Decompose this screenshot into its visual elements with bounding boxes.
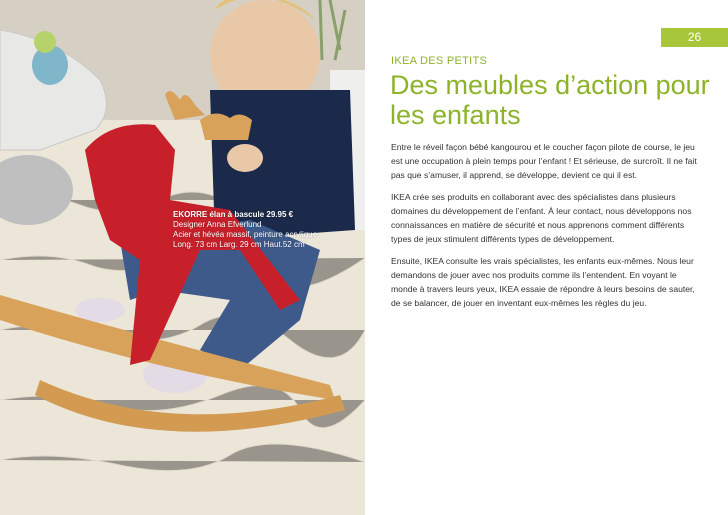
paragraph: Ensuite, IKEA consulte les vrais spécialistes, les enfants eux-mêmes. Nous leur demandons de jouer avec nos produits comme ils l’entendent. En voyant le monde à travers leurs yeux, IKEA essaie de répondre à leurs besoins de sauter, de se balancer, de jouer en inventant eux-mêmes les règles du jeu.	[391, 256, 695, 308]
product-caption	[173, 210, 363, 250]
caption-title: EKORRE élan à bascule 29.95 €	[173, 210, 294, 219]
article-body	[391, 140, 701, 318]
section-kicker: IKEA DES PETITS	[391, 55, 488, 67]
caption-designer: Designer Anna Efverlund	[173, 220, 262, 229]
page-number: 26	[661, 28, 728, 47]
caption-material: Acier et hévéa massif, peinture acrylique.	[173, 230, 320, 239]
page-title: Des meubles d’action pour les enfants	[390, 70, 710, 130]
caption-dimensions: Long. 73 cm Larg. 29 cm Haut.52 cm	[173, 240, 305, 249]
paragraph: IKEA crée ses produits en collaborant avec des spécialistes dans plusieurs domaines du développement de l’enfant. À leur contact, nous développons nos connaissances en matière de sécurité et nous apprenons comment différents types de jeux stimulent différents types de développement.	[391, 192, 692, 244]
paragraph: Entre le réveil façon bébé kangourou et le coucher façon pilote de course, le jeu est une occupation à plein temps pour l’enfant ! Et sérieuse, de surcroît. Il ne fait pas que s’amuser, il apprend, se développe, devient ce qui il est.	[391, 142, 697, 180]
